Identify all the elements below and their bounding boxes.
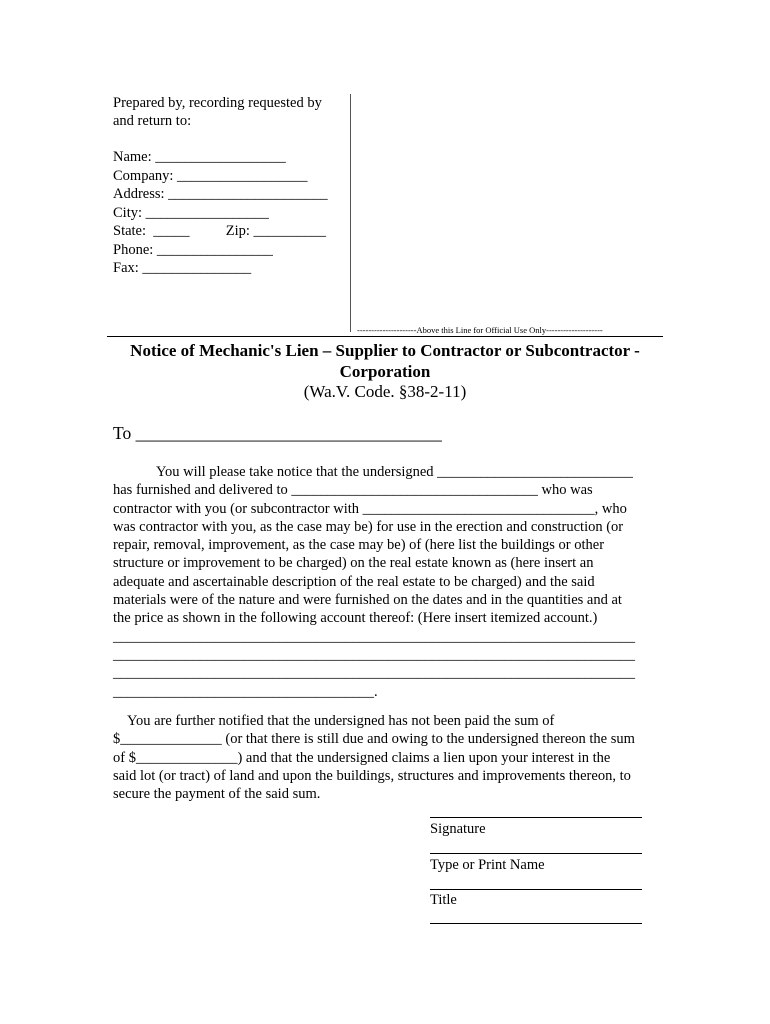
paragraph-line: adequate and ascertainable description of the real estate to be charged) and the said [113,573,595,590]
name-field: Name: __________________ [113,149,286,165]
extra-signature-line [430,923,642,924]
paragraph-line: structure or improvement to be charged) on the real estate known as (here insert an [113,555,594,572]
header-divider-horizontal [107,336,663,337]
prepared-by-line-1: Prepared by, recording requested by [113,95,322,111]
paragraph-line: materials were of the nature and were furnished on the dates and in the quantities and at [113,592,622,609]
itemized-account-line: ________________________________________________________________________ [113,628,635,645]
signature-line [430,817,642,818]
itemized-account-line: ________________________________________________________________________ [113,646,635,663]
print-name-label: Type or Print Name [430,857,545,873]
paragraph-line: contractor with you (or subcontractor with ________________________________, who [113,500,627,517]
recipient-line: To ___________________________________ [113,423,442,443]
official-use-label: ---------------------Above this Line for Official Use Only-------------------- [357,325,603,335]
phone-field: Phone: ________________ [113,242,273,258]
title-label: Title [430,892,457,908]
paragraph-line: You are further notified that the undersigned has not been paid the sum of [113,713,555,729]
itemized-account-line: ____________________________________. [113,683,378,700]
prepared-by-line-2: and return to: [113,113,192,129]
document-title-line-2: Corporation [339,362,431,381]
address-field: Address: ______________________ [113,186,328,202]
notice-paragraph [113,463,658,701]
fax-field: Fax: _______________ [113,260,252,276]
payment-paragraph [113,712,658,803]
document-title-line-1: Notice of Mechanic's Lien – Supplier to Contractor or Subcontractor - [130,341,640,360]
paragraph-line: has furnished and delivered to __________________________________ who was [113,482,593,499]
company-field: Company: __________________ [113,168,308,184]
header-divider-vertical [350,94,351,332]
print-name-line [430,853,642,854]
statute-citation: (Wa.V. Code. §38-2-11) [303,382,467,401]
signature-label: Signature [430,821,486,837]
paragraph-line: said lot (or tract) of land and upon the buildings, structures and improvements thereon, to [113,767,631,784]
itemized-account-line: ________________________________________________________________________ [113,665,635,682]
title-line [430,889,642,890]
paragraph-line: You will please take notice that the undersigned ___________________________ [113,464,633,480]
city-field: City: _________________ [113,205,269,221]
paragraph-line: the price as shown in the following account thereof: (Here insert itemized account.) [113,610,598,627]
paragraph-line: repair, removal, improvement, as the case may be) of (here list the buildings or other [113,537,605,554]
paragraph-line: of $______________) and that the undersigned claims a lien upon your interest in the [113,749,611,766]
state-zip-field: State: _____ Zip: __________ [113,223,327,239]
paragraph-line: $______________ (or that there is still due and owing to the undersigned thereon the sum [113,731,635,748]
paragraph-line: secure the payment of the said sum. [113,786,321,803]
paragraph-line: was contractor with you, as the case may be) for use in the erection and construction (or [113,518,624,535]
